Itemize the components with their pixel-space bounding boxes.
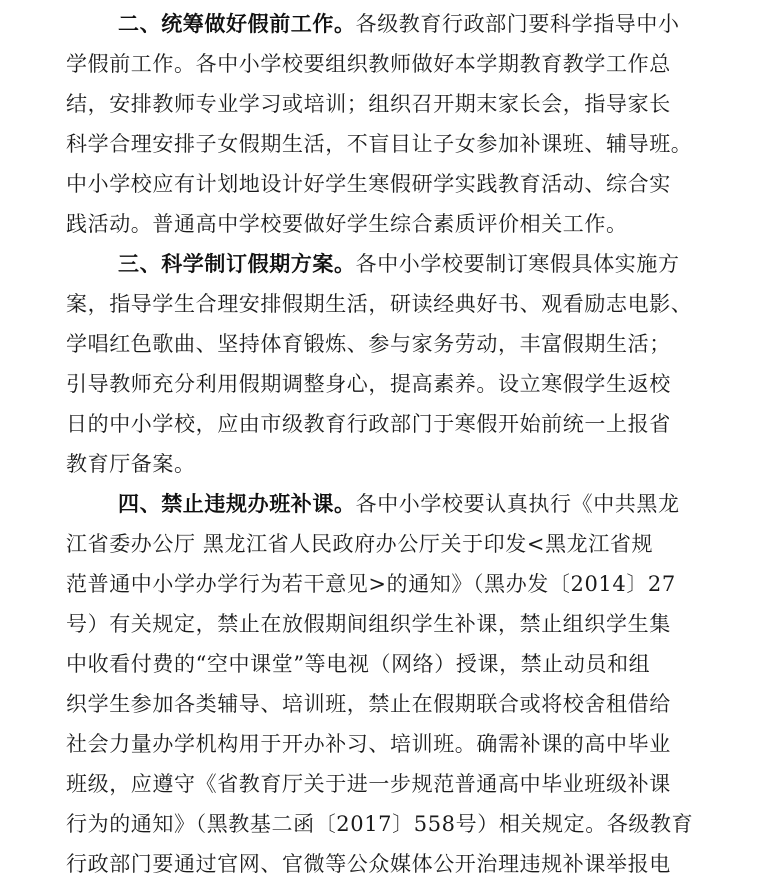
- text-line: 中收看付费的“空中课堂”等电视（网络）授课，禁止动员和组: [66, 652, 651, 676]
- paragraph-no-illegal-tutoring: [66, 484, 708, 884]
- text-run: 各中小学校要认真执行《中共黑龙: [355, 492, 680, 516]
- text-line: 引导教师充分利用假期调整身心，提高素养。设立寒假学生返校: [66, 372, 671, 396]
- text-line: 江省委办公厅 黑龙江省人民政府办公厅关于印发<黑龙江省规: [66, 532, 654, 556]
- text-line: [66, 484, 708, 524]
- text-line: 号）有关规定，禁止在放假期间组织学生补课，禁止组织学生集: [66, 612, 671, 636]
- text-line: [66, 244, 708, 284]
- text-line: 范普通中小学办学行为若干意见>的通知》（黑办发〔2014〕27: [66, 572, 676, 596]
- paragraph-holiday-plan: [66, 244, 708, 484]
- text-line: [66, 4, 708, 44]
- section-heading: 二、统筹做好假前工作。: [118, 12, 356, 36]
- text-line: 案，指导学生合理安排假期生活，研读经典好书、观看励志电影、: [66, 292, 693, 316]
- text-line: 教育厅备案。: [66, 452, 196, 476]
- section-heading: 四、禁止违规办班补课。: [118, 492, 356, 516]
- text-line: 行为的通知》（黑教基二函〔2017〕558号）相关规定。各级教育: [66, 812, 694, 836]
- text-line: 践活动。普通高中学校要做好学生综合素质评价相关工作。: [66, 212, 628, 236]
- text-run: 各中小学校要制订寒假具体实施方: [355, 252, 680, 276]
- text-line: 日的中小学校，应由市级教育行政部门于寒假开始前统一上报省: [66, 412, 671, 436]
- text-line: 社会力量办学机构用于开办补习、培训班。确需补课的高中毕业: [66, 732, 671, 756]
- text-line: 中小学校应有计划地设计好学生寒假研学实践教育活动、综合实: [66, 172, 671, 196]
- text-line: 科学合理安排子女假期生活，不盲目让子女参加补课班、辅导班。: [66, 132, 693, 156]
- text-run: 各级教育行政部门要科学指导中小: [355, 12, 680, 36]
- text-line: 班级，应遵守《省教育厅关于进一步规范普通高中毕业班级补课: [66, 772, 671, 796]
- text-line: 结，安排教师专业学习或培训；组织召开期末家长会，指导家长: [66, 92, 671, 116]
- text-line: 学唱红色歌曲、坚持体育锻炼、参与家务劳动，丰富假期生活；: [66, 332, 671, 356]
- section-heading: 三、科学制订假期方案。: [118, 252, 356, 276]
- text-line: 学假前工作。各中小学校要组织教师做好本学期教育教学工作总: [66, 52, 671, 76]
- paragraph-pre-holiday-work: [66, 4, 708, 244]
- text-line: 织学生参加各类辅导、培训班，禁止在假期联合或将校舍租借给: [66, 692, 671, 716]
- text-line: 行政部门要通过官网、官微等公众媒体公开治理违规补课举报电: [66, 852, 671, 876]
